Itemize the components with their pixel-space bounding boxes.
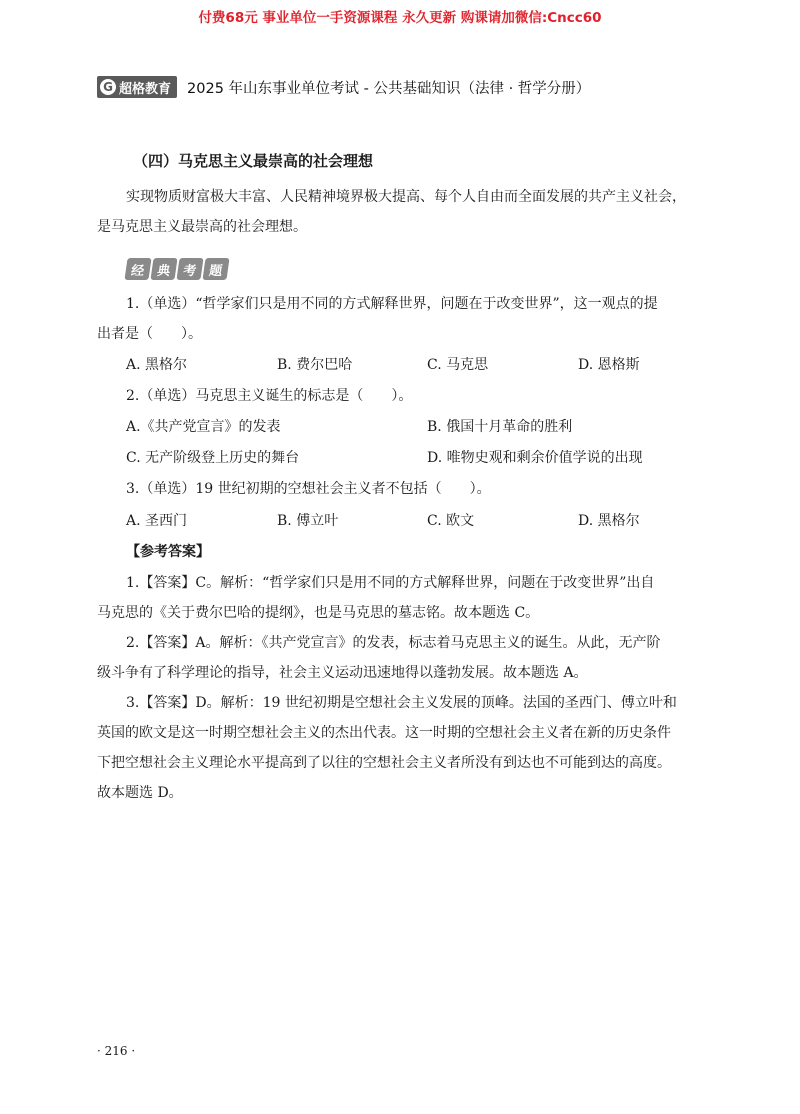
- question-1-option-b: B. 费尔巴哈: [277, 357, 353, 373]
- watermark-text: 付费68元 事业单位一手资源课程 永久更新 购课请加微信:Cncc60: [198, 10, 602, 26]
- question-2-stem: 2.（单选）马克思主义诞生的标志是（ ）。: [126, 388, 413, 404]
- answer-3-line1: 3.【答案】D。解析：19 世纪初期是空想社会主义发展的顶峰。法国的圣西门、傅立叶和: [126, 695, 677, 711]
- question-1-option-d: D. 恩格斯: [578, 357, 640, 373]
- question-1-option-c: C. 马克思: [427, 357, 489, 373]
- answer-3-line4: 故本题选 D。: [97, 785, 183, 801]
- answer-3-line3: 下把空想社会主义理论水平提高到了以往的空想社会主义者所没有到达也不可能到达的高度。: [97, 755, 671, 771]
- logo-text: 超格教育: [119, 81, 172, 97]
- answer-3-line2: 英国的欧文是这一时期空想社会主义的杰出代表。这一时期的空想社会主义者在新的历史条件: [97, 725, 671, 741]
- question-1-stem-line2: 出者是（ ）。: [97, 326, 202, 342]
- section-body-line1: 实现物质财富极大丰富、人民精神境界极大提高、每个人自由而全面发展的共产主义社会，: [126, 189, 686, 205]
- badge-char: 典: [150, 258, 177, 280]
- classic-questions-badge: [126, 258, 230, 280]
- question-2-option-a: A.《共产党宣言》的发表: [126, 419, 281, 435]
- question-2-option-c: C. 无产阶级登上历史的舞台: [126, 450, 300, 466]
- question-1-stem-line1: 1.（单选）“哲学家们只是用不同的方式解释世界，问题在于改变世界”，这一观点的提: [126, 296, 658, 312]
- logo-icon: G: [100, 79, 116, 95]
- question-3-option-c: C. 欧文: [427, 513, 475, 529]
- answer-2-line2: 级斗争有了科学理论的指导，社会主义运动迅速地得以蓬勃发展。故本题选 A。: [97, 665, 588, 681]
- question-3-option-a: A. 圣西门: [126, 513, 188, 529]
- answer-1-line2: 马克思的《关于费尔巴哈的提纲》，也是马克思的墓志铭。故本题选 C。: [97, 605, 540, 621]
- section-title: （四）马克思主义最崇高的社会理想: [133, 152, 374, 170]
- page-header: [97, 76, 590, 98]
- question-2-option-d: D. 唯物史观和剩余价值学说的出现: [427, 450, 643, 466]
- book-title: 2025 年山东事业单位考试 - 公共基础知识（法律 · 哲学分册）: [187, 80, 591, 97]
- question-2-option-b: B. 俄国十月革命的胜利: [427, 419, 573, 435]
- answer-2-line1: 2.【答案】A。解析：《共产党宣言》的发表，标志着马克思主义的诞生。从此，无产阶: [126, 635, 661, 651]
- question-3-option-d: D. 黑格尔: [578, 513, 640, 529]
- publisher-logo: [97, 76, 177, 98]
- answers-title: 【参考答案】: [126, 544, 210, 560]
- answer-1-line1: 1.【答案】C。解析：“哲学家们只是用不同的方式解释世界，问题在于改变世界”出自: [126, 575, 655, 591]
- question-3-stem: 3.（单选）19 世纪初期的空想社会主义者不包括（ ）。: [126, 481, 491, 497]
- section-body-line2: 是马克思主义最崇高的社会理想。: [97, 219, 307, 235]
- question-1-option-a: A. 黑格尔: [126, 357, 188, 373]
- question-3-option-b: B. 傅立叶: [277, 513, 339, 529]
- badge-char: 经: [124, 258, 151, 280]
- page-number: · 216 ·: [97, 1044, 136, 1058]
- badge-char: 考: [176, 258, 203, 280]
- badge-char: 题: [202, 258, 229, 280]
